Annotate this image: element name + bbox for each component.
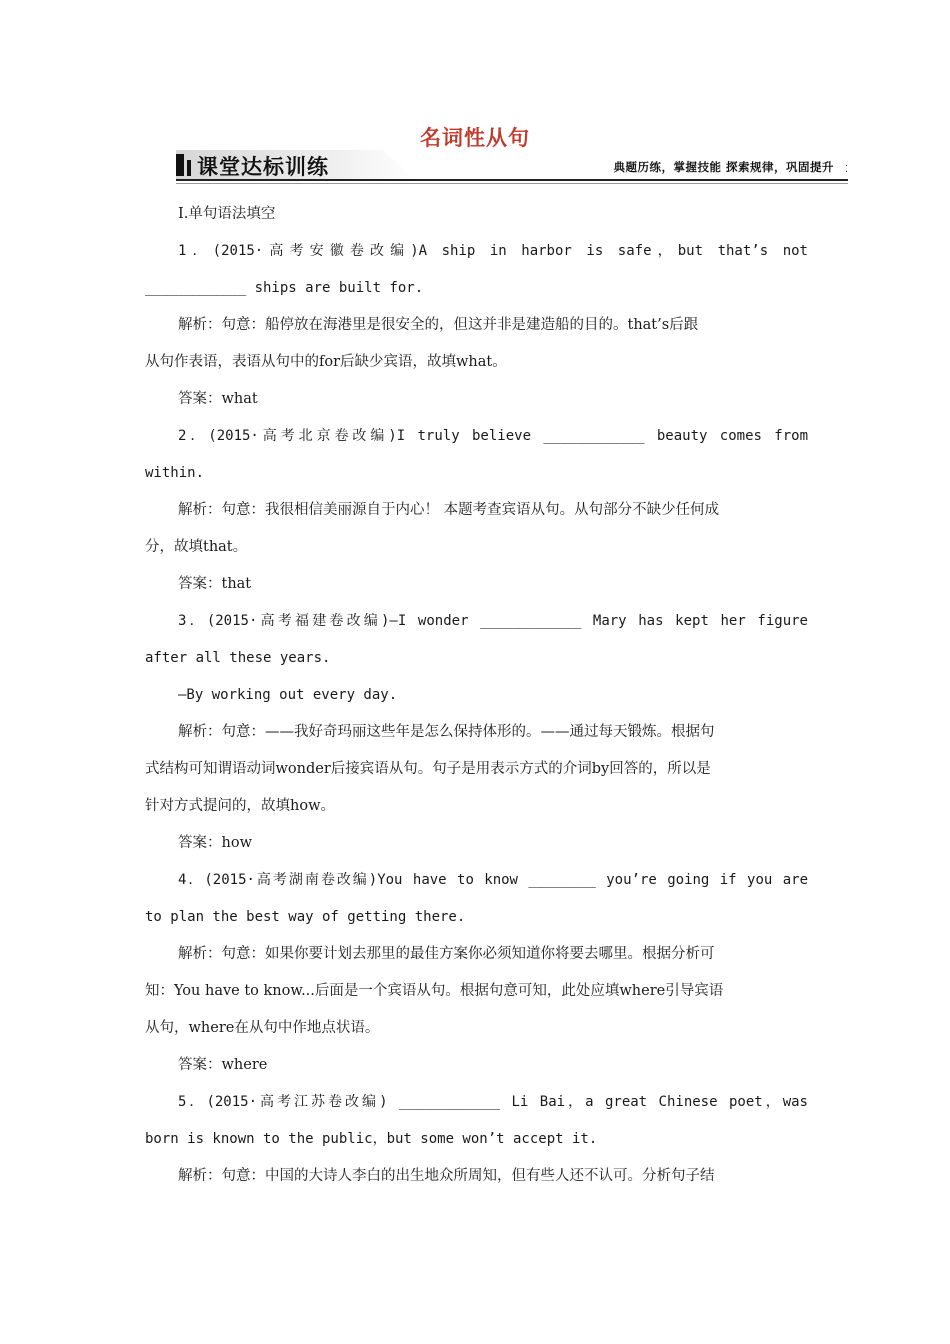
question-answer: 答案：what bbox=[178, 391, 258, 407]
question-analysis: 解析：句意：中国的大诗人李白的出生地众所周知，但有些人还不认可。分析句子结 bbox=[178, 1168, 715, 1184]
question-analysis: 知：You have to know...后面是一个宾语从句。根据句意可知，此处应填where引导宾语 bbox=[145, 983, 724, 999]
section-heading: Ⅰ.单句语法填空 bbox=[178, 206, 276, 222]
question-analysis: 针对方式提问的，故填how。 bbox=[145, 798, 335, 814]
question-2 bbox=[145, 418, 808, 603]
banner-tagline: 典题历练，掌握技能 探索规律，巩固提升 bbox=[613, 160, 834, 174]
banner-rule bbox=[176, 183, 848, 184]
question-stem: born is known to the public，but some won’t accept it. bbox=[145, 1131, 598, 1147]
banner-bar-icon bbox=[176, 154, 184, 176]
document-body bbox=[145, 196, 808, 1195]
question-analysis: 式结构可知谓语动词wonder后接宾语从句。句子是用表示方式的介词by回答的，所以是 bbox=[145, 761, 711, 777]
question-stem: 2．(2015·高考北京卷改编)I truly believe ____________ beauty comes from bbox=[178, 428, 808, 444]
question-stem: 1．(2015·高考安徽卷改编)A ship in harbor is safe，but that’s not bbox=[178, 243, 808, 259]
banner-bar-icon bbox=[187, 160, 191, 176]
question-stem: to plan the best way of getting there. bbox=[145, 909, 466, 925]
question-answer: 答案：how bbox=[178, 835, 252, 851]
question-stem: ____________ ships are built for. bbox=[145, 280, 424, 296]
question-stem: after all these years. bbox=[145, 650, 331, 666]
question-analysis: 解析：句意：船停放在海港里是很安全的，但这并非是建造船的目的。that’s后跟 bbox=[178, 317, 699, 333]
question-5 bbox=[145, 1084, 808, 1195]
question-1 bbox=[145, 233, 808, 418]
question-stem: 3．(2015·高考福建卷改编)—I wonder ____________ Mary has kept her figure bbox=[178, 613, 808, 629]
question-stem: 4．(2015·高考湖南卷改编)You have to know ________ you’re going if you are bbox=[178, 872, 808, 888]
banner-rule bbox=[176, 179, 848, 181]
banner-dots-icon: ⁚ bbox=[844, 164, 848, 175]
question-stem: within. bbox=[145, 465, 205, 481]
banner-heading: 课堂达标训练 bbox=[197, 155, 329, 179]
section-banner bbox=[176, 150, 848, 186]
question-answer: 答案：where bbox=[178, 1057, 268, 1073]
question-stem: —By working out every day. bbox=[178, 687, 398, 703]
question-3 bbox=[145, 603, 808, 862]
question-answer: 答案：that bbox=[178, 576, 252, 592]
question-analysis: 分，故填that。 bbox=[145, 539, 248, 555]
question-analysis: 从句，where在从句中作地点状语。 bbox=[145, 1020, 380, 1036]
question-stem: 5．(2015·高考江苏卷改编) ____________ Li Bai，a great Chinese poet，was bbox=[178, 1094, 808, 1110]
question-analysis: 解析：句意：如果你要计划去那里的最佳方案你必须知道你将要去哪里。根据分析可 bbox=[178, 946, 715, 962]
document-title: 名词性从句 bbox=[420, 126, 530, 150]
question-4 bbox=[145, 862, 808, 1084]
question-analysis: 从句作表语，表语从句中的for后缺少宾语，故填what。 bbox=[145, 354, 507, 370]
question-analysis: 解析：句意：——我好奇玛丽这些年是怎么保持体形的。——通过每天锻炼。根据句 bbox=[178, 724, 715, 740]
question-analysis: 解析：句意：我很相信美丽源自于内心！ 本题考查宾语从句。从句部分不缺少任何成 bbox=[178, 502, 720, 518]
